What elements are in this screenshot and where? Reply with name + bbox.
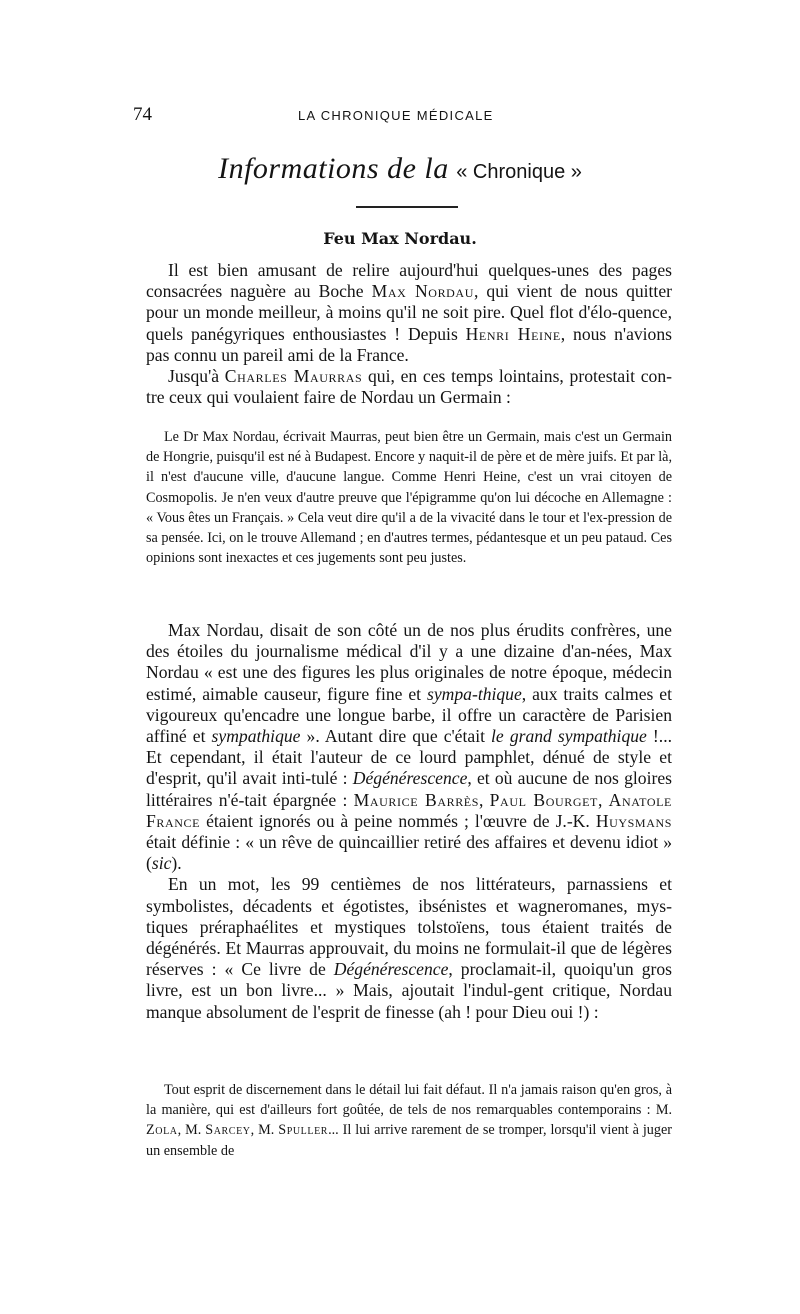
text-run: ... Il lui arrive rarement de se tromper, lorsqu'il vient à juger un ensemble de bbox=[146, 1122, 672, 1159]
italic-run: sympathique bbox=[211, 726, 301, 747]
paragraph-3-block bbox=[146, 620, 672, 1023]
person-name: Henri Heine bbox=[465, 323, 561, 344]
person-name: Charles Maurras bbox=[224, 366, 363, 387]
quotation: Le Dr Max Nordau, écrivait Maurras, peut bien être un Germain, mais c'est un Germain de Hongrie, puisqu'il est né à Budapest. Encore y naquit-il de père et de mère juifs. Et par là, il n'est d'aucune ville, d'aucune langue. Comme Henri Heine, c'est un vrai citoyen de Cosmopolis. Je n'en veux d'autre preuve que l'épigramme qu'on lui décoche en Allemagne : « Vous êtes un Français. » Cela veut dire qu'il a de la vivacité dans le tour et l'ex-pression de sa pensée. Ici, on le trouve Allemand ; en d'autres termes, pédantesque et un peu pataud. Ces opinions sont inexactes et ces jugements sont peu justes. bbox=[146, 429, 672, 567]
text-run: , bbox=[597, 789, 609, 810]
italic-run: Dégénérescence bbox=[352, 768, 468, 789]
paragraph-1-block bbox=[146, 260, 672, 408]
text-run: Tout esprit de discernement dans le détail lui fait défaut. Il n'a jamais raison qu'en gros, à la manière, qui est d'ailleurs fort goûtée, de tels de nos remarquables contemporains : M. bbox=[146, 1082, 672, 1119]
person-name: Paul Bourget bbox=[489, 789, 598, 810]
paragraph bbox=[146, 366, 672, 408]
text-run: , M. bbox=[250, 1122, 279, 1139]
text-run: , qui vient de nous quitter pour un monde meilleur, à moins qu'il ne soit pire. Quel flot d'élo-quence, quels panégyriques enthousiastes ! Depuis bbox=[146, 281, 672, 344]
italic-run: le grand sympathique bbox=[491, 726, 647, 747]
text-run: ). bbox=[171, 853, 182, 874]
article-heading: Feu Max Nordau. bbox=[323, 229, 477, 248]
person-name: Zola bbox=[146, 1122, 178, 1139]
person-name: Huysmans bbox=[595, 810, 672, 831]
person-name: Max Nordau bbox=[371, 281, 474, 302]
quotation-2-block bbox=[146, 1080, 672, 1161]
paragraph bbox=[146, 874, 672, 1022]
person-name: Spuller bbox=[278, 1122, 329, 1139]
person-name: Sarcey bbox=[205, 1122, 251, 1139]
text-run: ». Autant dire que c'était bbox=[300, 726, 492, 747]
text-run: , aux traits calmes et vigoureux qu'encadre une longue barbe, il offre un caractère de Parisien affiné et bbox=[146, 683, 672, 747]
italic-run: Dégénérescence bbox=[333, 959, 449, 980]
paragraph bbox=[146, 260, 672, 366]
text-run: Max Nordau, disait de son côté un de nos plus érudits confrères, une des étoiles du journalisme médical d'il y a une dizaine d'an-nées, Max Nordau « est une des figures les plus originales de notre époque, médecin estimé, aimable causeur, figure fine et bbox=[146, 620, 672, 704]
section-title-italic: Informations de la bbox=[218, 152, 449, 185]
text-run: , proclamait-il, quoiqu'un gros livre, est un bon livre... » Mais, ajoutait l'indul-gent critique, Nordau manque absolument de l'esprit de finesse (ah ! pour Dieu oui !) : bbox=[146, 959, 672, 1022]
italic-run: sympa-thique bbox=[427, 683, 522, 704]
italic-run: sic bbox=[151, 853, 172, 874]
running-head bbox=[133, 104, 673, 128]
text-run: !... Et cependant, il était l'auteur de ce lourd pamphlet, dénué de style et d'esprit, qu'il avait inti-tulé : bbox=[146, 726, 672, 789]
quotation-1-block bbox=[146, 427, 672, 568]
text-run: , bbox=[479, 789, 490, 810]
section-title bbox=[0, 152, 800, 186]
text-run: Il est bien amusant de relire aujourd'hui quelques-unes des pages consacrées naguère au Boche bbox=[146, 260, 672, 302]
text-run: était définie : « un rêve de quincaillier retiré des affaires et devenu idiot » ( bbox=[146, 832, 672, 874]
person-name: Maurice Barrès bbox=[353, 789, 480, 810]
section-title-quote: « Chronique » bbox=[456, 161, 582, 183]
text-run: , et où aucune de nos gloires littéraires n'é-tait épargnée : bbox=[146, 768, 672, 810]
text-run: qui, en ces temps lointains, protestait con-tre ceux qui voulaient faire de Nordau un Germain : bbox=[146, 366, 672, 408]
title-rule bbox=[356, 206, 458, 208]
text-run: étaient ignorés ou à peine nommés ; l'œuvre de J.-K. bbox=[200, 810, 596, 831]
text-run: En un mot, les 99 centièmes de nos littérateurs, parnassiens et symbolistes, décadents et égotistes, ibsénistes et wagneromanes, mys-tiques préraphaélites et mystiques tolstoïens, tous étaient traités de dégénérés. Et Maurras approuvait, du moins ne formulait-il que de légères réserves : « Ce livre de bbox=[146, 874, 672, 980]
quotation bbox=[146, 1080, 672, 1161]
running-title: LA CHRONIQUE MÉDICALE bbox=[298, 108, 494, 123]
person-name: Anatole France bbox=[146, 789, 672, 831]
text-run: Jusqu'à bbox=[168, 366, 225, 387]
paragraph bbox=[146, 620, 672, 874]
page-number: 74 bbox=[133, 104, 152, 125]
text-run: , nous n'avions pas connu un pareil ami de la France. bbox=[146, 323, 672, 365]
text-run: , M. bbox=[177, 1122, 206, 1139]
